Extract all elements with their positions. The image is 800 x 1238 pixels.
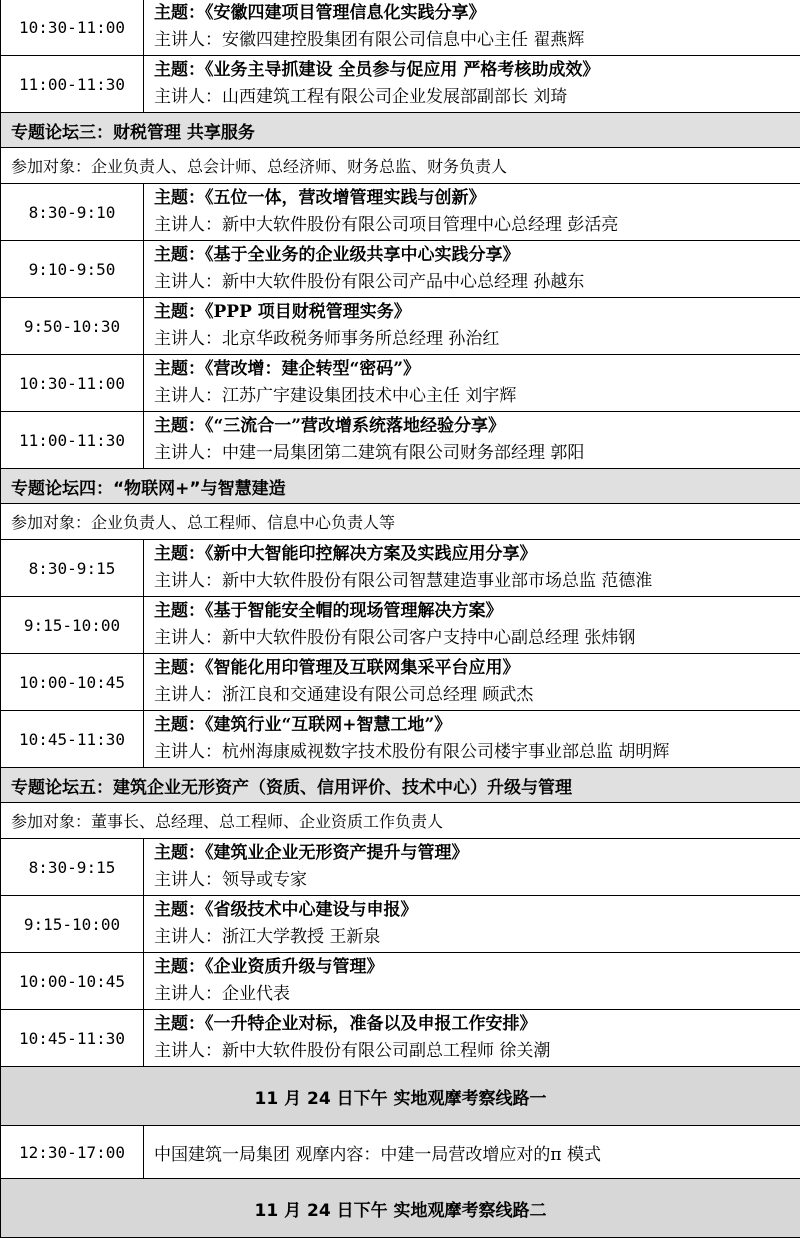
session-speaker: 主讲人：新中大软件股份有限公司客户支持中心副总经理 张炜钢 [154, 625, 800, 652]
session-row [1, 298, 800, 355]
session-speaker: 主讲人：新中大软件股份有限公司产品中心总经理 孙越东 [154, 269, 800, 296]
session-topic: 主题：《新中大智能印控解决方案及实践应用分享》 [154, 541, 800, 568]
session-row [1, 0, 800, 56]
session-row [1, 711, 800, 768]
forum-audience-row [1, 504, 800, 540]
session-topic: 主题：《营改增：建企转型“密码”》 [154, 356, 800, 383]
forum-audience: 参加对象：董事长、总经理、总工程师、企业资质工作负责人 [1, 803, 800, 839]
session-topic: 主题：《业务主导抓建设 全员参与促应用 严格考核助成效》 [154, 57, 800, 84]
session-speaker: 主讲人：江苏广宇建设集团技术中心主任 刘宇辉 [154, 383, 800, 410]
session-time: 10:00-10:45 [1, 953, 144, 1010]
session-time: 9:15-10:00 [1, 896, 144, 953]
forum-title: 专题论坛四：“物联网+”与智慧建造 [1, 469, 800, 504]
session-topic: 主题：《PPP 项目财税管理实务》 [154, 299, 800, 326]
session-row [1, 896, 800, 953]
session-row [1, 412, 800, 469]
session-row [1, 184, 800, 241]
session-speaker: 主讲人：杭州海康威视数字技术股份有限公司楼宇事业部总监 胡明辉 [154, 739, 800, 766]
session-speaker: 主讲人：浙江大学教授 王新泉 [154, 924, 800, 951]
session-time: 9:50-10:30 [1, 298, 144, 355]
session-time: 8:30-9:15 [1, 540, 144, 597]
session-time: 10:45-11:30 [1, 1010, 144, 1067]
session-topic: 主题：《建筑行业“互联网+智慧工地”》 [154, 712, 800, 739]
session-row [1, 839, 800, 896]
session-topic: 主题：《五位一体，营改增管理实践与创新》 [154, 185, 800, 212]
forum-header [1, 469, 800, 504]
session-speaker: 主讲人：中建一局集团第二建筑有限公司财务部经理 郭阳 [154, 440, 800, 467]
session-time: 8:30-9:15 [1, 839, 144, 896]
session-time: 10:30-11:00 [1, 355, 144, 412]
session-time: 8:30-9:10 [1, 184, 144, 241]
session-topic: 主题：《建筑业企业无形资产提升与管理》 [154, 840, 800, 867]
tour-title: 11 月 24 日下午 实地观摩考察线路一 [1, 1067, 800, 1126]
tour-content: 中国建筑一局集团 观摩内容：中建一局营改增应对的π 模式 [144, 1126, 800, 1179]
forum-audience: 参加对象：企业负责人、总工程师、信息中心负责人等 [1, 504, 800, 540]
session-topic: 主题：《企业资质升级与管理》 [154, 954, 800, 981]
session-row [1, 953, 800, 1010]
session-time: 10:00-10:45 [1, 654, 144, 711]
session-speaker: 主讲人：安徽四建控股集团有限公司信息中心主任 翟燕辉 [154, 27, 800, 54]
tour-title: 11 月 24 日下午 实地观摩考察线路二 [1, 1179, 800, 1238]
session-time: 11:00-11:30 [1, 412, 144, 469]
forum-header [1, 768, 800, 803]
session-speaker: 主讲人：新中大软件股份有限公司智慧建造事业部市场总监 范德淮 [154, 568, 800, 595]
tour-banner [1, 1179, 800, 1238]
session-topic: 主题：《基于全业务的企业级共享中心实践分享》 [154, 242, 800, 269]
forum-title: 专题论坛五：建筑企业无形资产（资质、信用评价、技术中心）升级与管理 [1, 768, 800, 803]
session-speaker: 主讲人：新中大软件股份有限公司副总工程师 徐关潮 [154, 1038, 800, 1065]
session-speaker: 主讲人：山西建筑工程有限公司企业发展部副部长 刘琦 [154, 84, 800, 111]
tour-banner [1, 1067, 800, 1126]
session-time: 9:10-9:50 [1, 241, 144, 298]
forum-header [1, 113, 800, 148]
session-row [1, 597, 800, 654]
session-row [1, 355, 800, 412]
session-topic: 主题：《一升特企业对标，准备以及申报工作安排》 [154, 1011, 800, 1038]
forum-audience-row [1, 803, 800, 839]
session-row [1, 241, 800, 298]
session-time: 10:30-11:00 [1, 0, 144, 56]
session-speaker: 主讲人：浙江良和交通建设有限公司总经理 顾武杰 [154, 682, 800, 709]
session-row [1, 654, 800, 711]
session-time: 11:00-11:30 [1, 56, 144, 113]
session-speaker: 主讲人：领导或专家 [154, 867, 800, 894]
tour-time: 12:30-17:00 [1, 1126, 144, 1179]
session-speaker: 主讲人：新中大软件股份有限公司项目管理中心总经理 彭活亮 [154, 212, 800, 239]
session-topic: 主题：《“三流合一”营改增系统落地经验分享》 [154, 413, 800, 440]
session-topic: 主题：《基于智能安全帽的现场管理解决方案》 [154, 598, 800, 625]
session-topic: 主题：《智能化用印管理及互联网集采平台应用》 [154, 655, 800, 682]
session-row [1, 56, 800, 113]
session-speaker: 主讲人：企业代表 [154, 981, 800, 1008]
session-time: 10:45-11:30 [1, 711, 144, 768]
session-speaker: 主讲人：北京华政税务师事务所总经理 孙治红 [154, 326, 800, 353]
session-topic: 主题：《省级技术中心建设与申报》 [154, 897, 800, 924]
session-row [1, 1010, 800, 1067]
session-time: 9:15-10:00 [1, 597, 144, 654]
forum-audience-row [1, 148, 800, 184]
tour-row [1, 1126, 800, 1179]
forum-title: 专题论坛三：财税管理 共享服务 [1, 113, 800, 148]
forum-audience: 参加对象：企业负责人、总会计师、总经济师、财务总监、财务负责人 [1, 148, 800, 184]
session-row [1, 540, 800, 597]
session-topic: 主题：《安徽四建项目管理信息化实践分享》 [154, 0, 800, 27]
